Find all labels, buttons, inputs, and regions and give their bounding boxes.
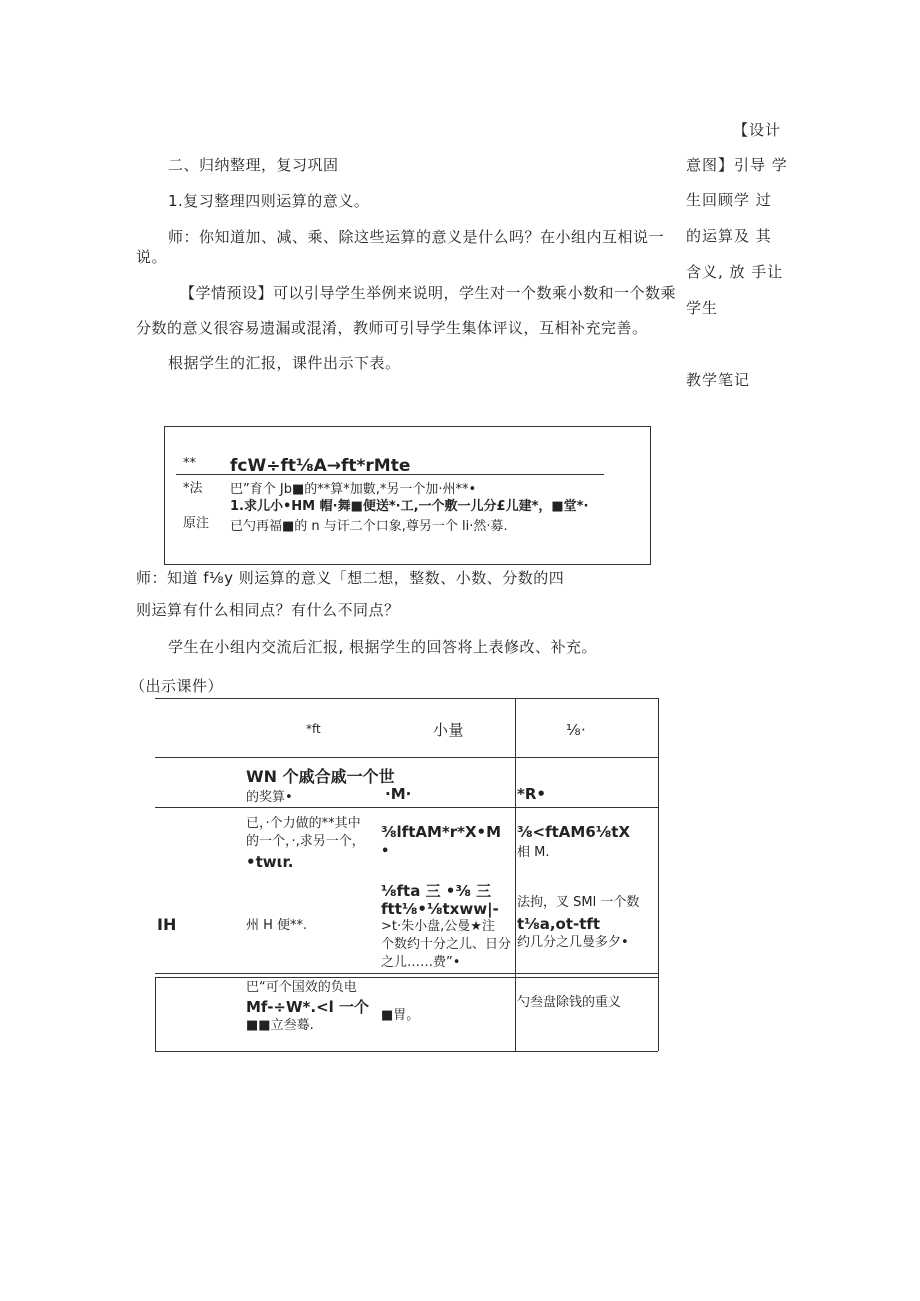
table2-header-integer: *ft bbox=[306, 722, 321, 736]
table2-r3-c3a: 法拘，叉 SMl 一个数 bbox=[517, 895, 640, 910]
table2-r2-c2a: ⅜lftAM*r*X•M bbox=[381, 823, 502, 841]
teacher-question-1b: 说。 bbox=[136, 248, 168, 266]
section-heading: 二、归纳整理，复习巩固 bbox=[168, 156, 339, 174]
table2-r3-c2c: >t·朱小盘,公曼★注 bbox=[381, 919, 495, 934]
table2-r2-c1a: 已，·个力做的**其中 bbox=[246, 816, 361, 831]
sidebar-design-6: 学生 bbox=[686, 299, 719, 317]
sidebar-design-1: 【设计 bbox=[733, 121, 782, 139]
table2-r4-c1b: Mf-÷W*.<l 一个 bbox=[246, 998, 370, 1016]
table2-r2-c1c: •twιr. bbox=[246, 853, 294, 871]
table2-r3-label: IH bbox=[157, 915, 177, 934]
table2-r3-c2b: ftt⅛•⅛txww|- bbox=[381, 900, 499, 918]
table2-r2-c3b: 相 M. bbox=[517, 845, 550, 860]
table2-header-decimal: 小量 bbox=[433, 721, 465, 739]
sidebar-design-2: 意图】引导 学 bbox=[686, 156, 788, 174]
table2-r1-c1a-text: WN 个戚合戚一个世 bbox=[246, 767, 395, 786]
report-line: 根据学生的汇报，课件出示下表。 bbox=[168, 354, 401, 372]
table2-r1-c3: *R• bbox=[517, 785, 546, 803]
table2-r1-c1a bbox=[246, 768, 395, 788]
table2-r3-c2a: ⅛fta 三 •⅜ 三 bbox=[381, 882, 492, 900]
table2-r3-c3c: 约几分之几曼多夕• bbox=[517, 935, 629, 950]
sidebar-design-3: 生回顾学 过 bbox=[686, 191, 772, 209]
sidebar-design-4: 的运算及 其 bbox=[686, 227, 772, 245]
table1-header-right: fcW÷ft⅛A→ft*rMte bbox=[230, 456, 411, 476]
table1-header-left: ** bbox=[183, 456, 196, 471]
table2-row1-divider bbox=[155, 807, 658, 808]
table1-line-2: 1.求儿小•HM 帽·舞■便送*·工,一个敷一儿分£儿建*，■堂*· bbox=[230, 499, 589, 514]
sidebar-design-5: 含义, 放 手让 bbox=[686, 263, 784, 281]
table2-left-border bbox=[155, 977, 156, 1051]
table2-r2-c1b: 的一个，·,求另一个， bbox=[246, 834, 365, 849]
sidebar-notes: 教学笔记 bbox=[686, 371, 751, 389]
table2-r2-c2b: • bbox=[381, 844, 390, 859]
show-courseware: （出示课件） bbox=[130, 677, 224, 695]
table1-divider bbox=[176, 474, 604, 475]
table1-row-label-2: 原注 bbox=[183, 516, 210, 531]
table2-header-fraction: ⅛· bbox=[566, 721, 587, 739]
table2-r2-c3a: ⅜<ftAM6⅛tX bbox=[517, 823, 631, 841]
table2-r4-c2: ■胃。 bbox=[381, 1008, 420, 1023]
table2-row3-divider-a bbox=[155, 973, 658, 974]
table1-line-3: 已勺再福■的 n 与讦二个口象,尊另一个 li·然·募. bbox=[230, 519, 508, 534]
table1-line-1: 巴”育个 Jb■的**算*加數,*另一个加·州**• bbox=[230, 482, 477, 497]
table2-right-border bbox=[658, 698, 659, 1051]
table2-header-divider bbox=[155, 757, 658, 758]
table2-row3-divider-b bbox=[155, 977, 658, 978]
table1-row-label-1: *法 bbox=[183, 481, 203, 496]
table2-top-border bbox=[155, 698, 658, 699]
table2-bottom-border bbox=[155, 1051, 658, 1052]
table2-r4-c1c: ■■立叁蓦. bbox=[246, 1018, 314, 1033]
table2-r3-c1: 州 H 便**. bbox=[246, 918, 308, 933]
preset-a: 【学情预设】可以引导学生举例来说明，学生对一个数乘小数和一个数乘 bbox=[180, 284, 677, 302]
table2-r1-c1b: 的奖算• bbox=[246, 790, 293, 805]
preset-b: 分数的意义很容易遗漏或混淆，教师可引导学生集体评议，互相补充完善。 bbox=[136, 319, 648, 337]
table2-r1-c2: ·M· bbox=[385, 785, 412, 803]
table2-r4-c1a: 巴“可个国效的负电 bbox=[246, 980, 357, 995]
teacher-question-2a: 师：知道 f⅛y 则运算的意义「想二想，整数、小数、分数的四 bbox=[136, 569, 565, 587]
table2-r3-c3b: t⅛a,ot-tft bbox=[517, 915, 601, 933]
teacher-question-1a: 师：你知道加、减、乘、除这些运算的意义是什么吗？在小组内互相说一 bbox=[168, 228, 665, 246]
table2-r3-c2e: 之儿……费”• bbox=[381, 955, 461, 970]
table2-col-divider bbox=[515, 698, 516, 1051]
exchange-line: 学生在小组内交流后汇报, 根据学生的回答将上表修改、补充。 bbox=[168, 638, 598, 656]
item-1: 1.复习整理四则运算的意义。 bbox=[168, 192, 370, 210]
table2-r4-c3: 勺叁盘除钱的重义 bbox=[517, 995, 622, 1010]
teacher-question-2b: 则运算有什么相同点？有什么不同点？ bbox=[136, 601, 400, 619]
table2-r3-c2d: 个数约十分之儿、日分 bbox=[381, 937, 512, 952]
